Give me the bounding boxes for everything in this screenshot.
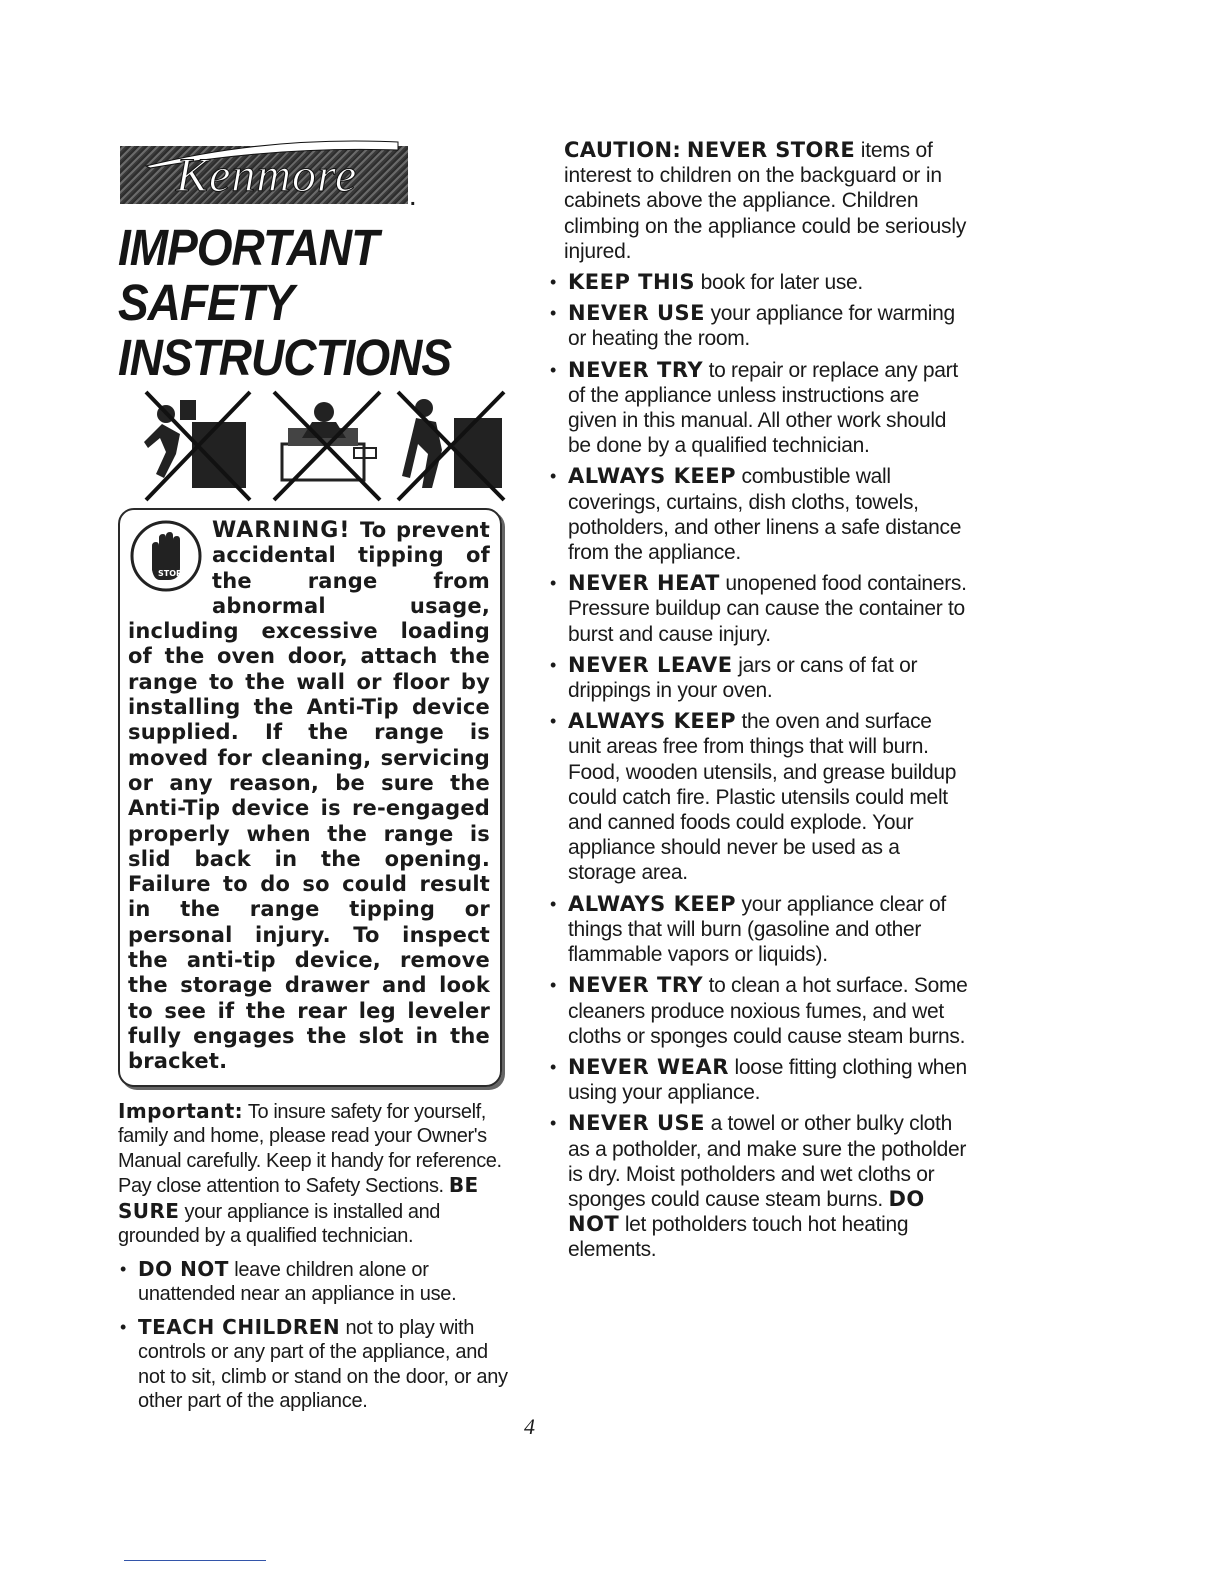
list-item: • DO NOT leave children alone or unattended near an appliance in use.: [120, 1256, 457, 1306]
bullet-emphasis: DO NOT: [138, 1256, 229, 1281]
list-item: • TEACH CHILDREN not to play with controls or any part of the appliance, and not to sit, climb or stand on the door, or any other part of the appliance.: [120, 1314, 508, 1413]
bullet-text: the oven and surface unit areas free from things that will burn. Food, wooden utensils, and grease buildup could catch fire. Plastic utensils could melt and canned foods could explode. Your appliance should never be used as a storage area.: [568, 710, 957, 885]
bullet-emphasis: DO NOT: [568, 1186, 925, 1237]
bullet-text: unopened food containers. Pressure buildup can cause the container to burst and cause injury.: [568, 572, 967, 646]
important-text-2: your appliance is installed and grounded by a qualified technician.: [118, 1200, 441, 1248]
bullet-text: to repair or replace any part of the appliance unless instructions are given in this manual. All other work should be done by a qualified technician.: [568, 358, 958, 458]
list-item: • ALWAYS KEEP your appliance clear of things that will burn (gasoline and other flammable vapors or liquids).: [550, 891, 946, 967]
caution-label: CAUTION:: [564, 138, 682, 162]
bullet-text: combustible wall coverings, curtains, dish cloths, towels, potholders, and other linens a safe distance from the appliance.: [568, 465, 962, 565]
logo-wordmark: Kenmore: [176, 149, 358, 202]
right-bullet-list: [548, 270, 968, 1263]
bullet-emphasis: ALWAYS KEEP: [568, 891, 736, 916]
page-title: [118, 220, 510, 385]
bullet-text: loose fitting clothing when using your appliance.: [568, 1055, 967, 1105]
important-emphasis: BE SURE: [118, 1173, 479, 1223]
bullet-text: to clean a hot surface. Some cleaners produce noxious fumes, and wet cloths or sponges could cause steam burns.: [568, 974, 968, 1048]
left-bullet-list: [118, 1257, 510, 1414]
caution-emphasis: NEVER STORE: [686, 138, 856, 162]
bullet-emphasis: NEVER TRY: [568, 357, 704, 382]
bullet-emphasis: NEVER USE: [568, 301, 706, 326]
bullet-text: leave children alone or unattended near an appliance in use.: [138, 1258, 457, 1306]
bullet-emphasis: NEVER WEAR: [568, 1054, 729, 1079]
bullet-text: your appliance for warming or heating the room.: [568, 302, 955, 351]
anti-tip-warning-box: [118, 508, 502, 1087]
title-line-2: INSTRUCTIONS: [118, 328, 451, 387]
list-item: • ALWAYS KEEP the oven and surface unit areas free from things that will burn. Food, wooden utensils, and grease buildup could catch fire. Plastic utensils could melt and canned foods could explode. Your appliance should never be used as a storage area.: [550, 709, 957, 885]
kenmore-logo: [118, 140, 510, 210]
stop-hand-icon: [128, 518, 204, 594]
list-item: • NEVER LEAVE jars or cans of fat or drippings in your oven.: [550, 652, 918, 703]
important-text-1: To insure safety for yourself, family and home, please read your Owner's Manual carefully. Keep it handy for reference. Pay close attention to Safety Sections.: [118, 1100, 502, 1198]
list-item: • NEVER WEAR loose fitting clothing when using your appliance.: [550, 1054, 967, 1105]
bullet-emphasis: NEVER USE: [568, 1111, 706, 1136]
important-label: Important:: [118, 1098, 244, 1123]
list-item: • NEVER TRY to clean a hot surface. Some cleaners produce noxious fumes, and wet cloths or sponges could cause steam burns.: [550, 973, 968, 1048]
footer-rule: [124, 1560, 266, 1561]
bullet-emphasis: ALWAYS KEEP: [568, 709, 736, 734]
bullet-emphasis: NEVER LEAVE: [568, 652, 733, 677]
no-standing-on-door-icon: [268, 388, 388, 504]
caution-text: items of interest to children on the backguard or in cabinets above the appliance. Children climbing on the appliance could be seriously injured.: [564, 139, 967, 263]
bullet-emphasis: TEACH CHILDREN: [138, 1314, 341, 1339]
warning-heading: WARNING!: [212, 518, 351, 543]
pictogram-row: [118, 388, 510, 506]
bullet-text: your appliance clear of things that will burn (gasoline and other flammable vapors or liquids).: [568, 892, 946, 967]
bullet-emphasis: NEVER HEAT: [568, 571, 720, 596]
bullet-text: a towel or other bulky cloth as a potholder, and make sure the potholder is dry. Moist potholders and wet cloths or sponges could cause steam burns.: [568, 1112, 967, 1211]
bullet-emphasis: ALWAYS KEEP: [568, 464, 736, 489]
bullet-text: not to play with controls or any part of the appliance, and not to sit, climb or stand on the door, or any other part of the appliance.: [138, 1316, 508, 1413]
no-leaning-on-door-icon: [392, 388, 512, 504]
list-item: • KEEP THIS book for later use.: [550, 270, 863, 295]
bullet-text: jars or cans of fat or drippings in your oven.: [568, 653, 918, 703]
list-item: • NEVER HEAT unopened food containers. Pressure buildup can cause the container to burst and cause injury.: [550, 571, 967, 646]
list-item: • NEVER USE a towel or other bulky cloth as a potholder, and make sure the potholder is dry. Moist potholders and wet cloths or sponges could cause steam burns. DO NOT let potholders touch hot heating elements.: [550, 1111, 967, 1262]
right-column: [548, 138, 968, 1263]
list-item: • NEVER TRY to repair or replace any part of the appliance unless instructions are given in this manual. All other work should be done by a qualified technician.: [550, 357, 958, 458]
stop-label: STOP: [158, 569, 182, 578]
bullet-emphasis: NEVER TRY: [568, 973, 704, 998]
warning-body: To prevent accidental tipping of the range from abnormal usage, including excessive loading of the oven door, attach the range to the wall or floor by installing the Anti-Tip device supplied. If the range is moved for cleaning, servicing or any reason, be sure the Anti-Tip device is re-engaged properly when the range is slid back in the opening. Failure to do so could result in the range tipping or personal injury. To inspect the anti-tip device, remove the storage drawer and look to see if the rear leg leveler fully engages the slot in the bracket.: [128, 518, 491, 1074]
bullet-emphasis: KEEP THIS: [568, 270, 696, 295]
title-line-1: IMPORTANT SAFETY: [118, 218, 379, 332]
caution-paragraph: [564, 138, 968, 264]
warning-text: [128, 518, 490, 1075]
list-item: • NEVER USE your appliance for warming or heating the room.: [550, 301, 955, 351]
left-column: [118, 140, 510, 1414]
important-paragraph: [118, 1099, 510, 1249]
bullet-text: book for later use.: [700, 271, 863, 295]
list-item: • ALWAYS KEEP combustible wall coverings, curtains, dish cloths, towels, potholders, and other linens a safe distance from the appliance.: [550, 464, 962, 565]
bullet-text: let potholders touch hot heating elements.: [568, 1213, 909, 1262]
page-number: 4: [524, 1414, 535, 1439]
logo-dot: .: [410, 188, 416, 210]
no-child-climbing-icon: [140, 388, 260, 504]
